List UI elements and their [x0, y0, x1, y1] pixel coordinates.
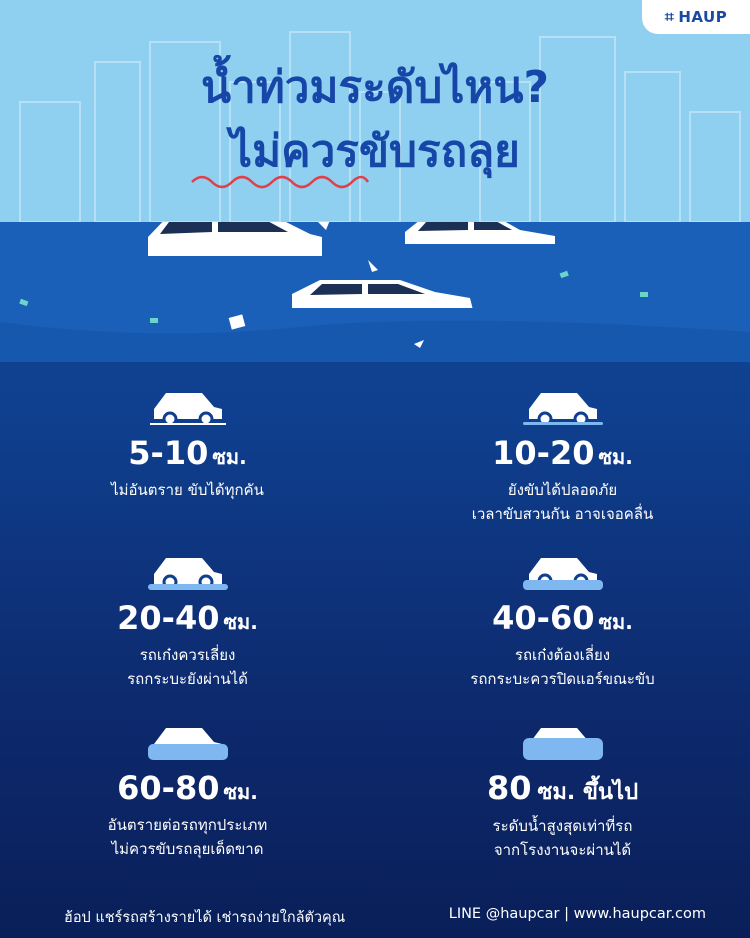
haup-logo-mark: ⌗ — [664, 7, 675, 26]
level-description-line-2: รถกระบะควรปิดแอร์ขณะขับ — [470, 670, 655, 688]
level-item-5 — [0, 720, 375, 860]
squiggle-underline — [190, 170, 370, 190]
car-water-icon — [148, 550, 228, 590]
level-description-line-2: รถกระบะยังผ่านได้ — [127, 670, 248, 688]
haup-logo-text: HAUP — [678, 8, 728, 26]
car-shallow-water-icon — [523, 385, 603, 425]
level-range: 60-80 ซม. — [117, 769, 258, 807]
footer-tagline: ฮ้อป แชร์รถสร้างรายได้ เช่ารถง่ายใกล้ตัวคุณ — [64, 910, 346, 926]
level-item-2 — [375, 385, 750, 525]
flooded-suv-graphic — [148, 222, 323, 266]
footer-contact[interactable]: LINE @haupcar | www.haupcar.com — [448, 906, 706, 922]
car-deep-water-icon — [148, 720, 228, 760]
level-range: 5-10 ซม. — [128, 434, 247, 472]
car-icon — [148, 385, 228, 425]
level-item-4 — [375, 550, 750, 690]
level-item-6 — [375, 720, 750, 861]
level-description-line-1: ระดับน้ำสูงสุดเท่าที่รถ — [492, 817, 633, 835]
title-line-1: น้ำท่วมระดับไหน? — [200, 62, 549, 113]
level-description-line-2: จากโรงงานจะผ่านได้ — [493, 841, 632, 859]
level-description-line-1: ไม่อันตราย ขับได้ทุกคัน — [111, 481, 264, 499]
title-line-2: ไม่ควรขับรถลุย — [230, 126, 520, 177]
level-range: 20-40 ซม. — [117, 599, 258, 637]
sky-background — [0, 0, 750, 222]
car-submerged-icon — [523, 720, 603, 760]
level-range: 10-20 ซม. — [492, 434, 633, 472]
level-description-line-1: รถเก๋งต้องเลี่ยง — [514, 646, 611, 664]
level-item-3 — [0, 550, 375, 690]
level-description-line-2: ไม่ควรขับรถลุยเด็ดขาด — [111, 840, 264, 858]
level-range: 40-60 ซม. — [492, 599, 633, 637]
haup-logo[interactable] — [642, 0, 750, 34]
car-water-icon — [523, 550, 603, 590]
level-description-line-1: ยังขับได้ปลอดภัย — [507, 481, 618, 499]
level-range: 80 ซม. ขึ้นไป — [486, 769, 639, 807]
flood-scene-graphic — [0, 222, 750, 362]
level-description-line-2: เวลาขับสวนกัน อาจเจอคลื่น — [471, 505, 654, 523]
level-item-1 — [0, 385, 375, 501]
level-description-line-1: รถเก๋งควรเลี่ยง — [139, 646, 236, 664]
level-description-line-1: อันตรายต่อรถทุกประเภท — [107, 816, 268, 834]
